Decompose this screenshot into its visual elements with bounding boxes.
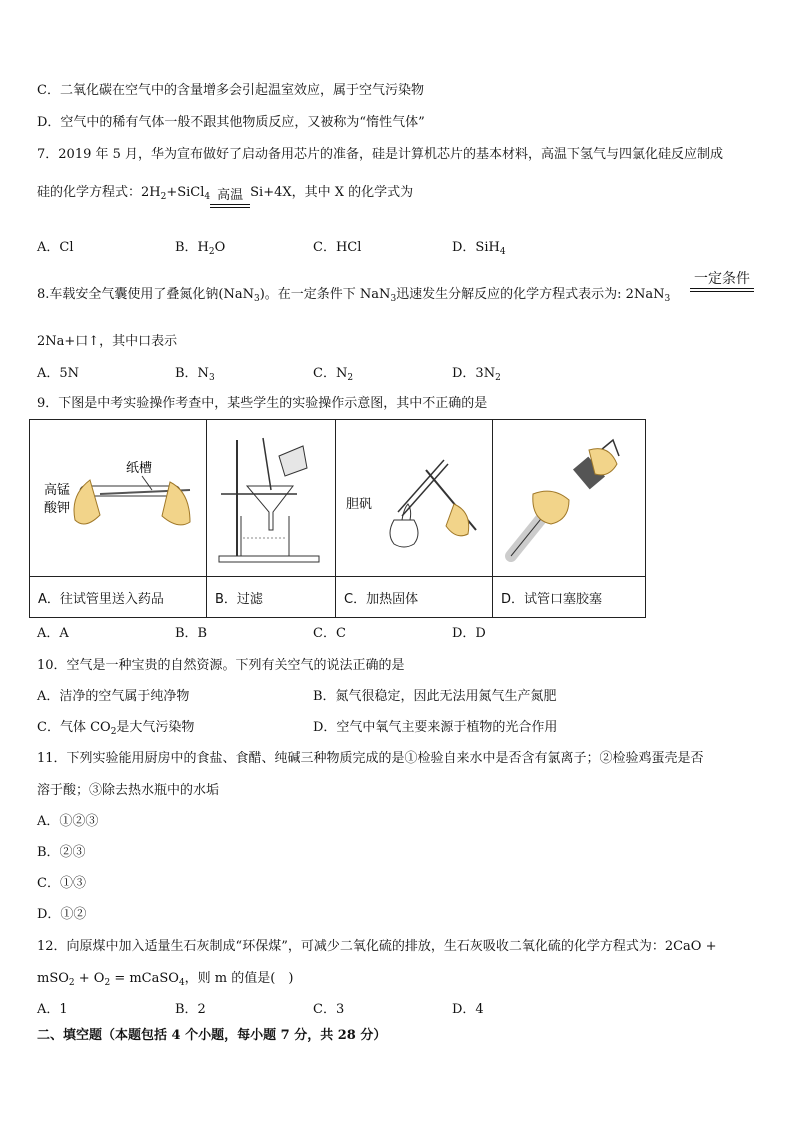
q9-option-d: D．D <box>452 626 486 641</box>
q9-stem: 9．下图是中考实验操作考查中，某些学生的实验操作示意图，其中不正确的是 <box>37 396 488 411</box>
q11-option-c: C．①③ <box>37 876 86 891</box>
q8-stem-line2: 2Na+口↑，其中口表示 <box>37 334 178 349</box>
q11-option-b: B．②③ <box>37 845 86 860</box>
figure-b-cell <box>207 420 336 577</box>
q11-option-d: D．①② <box>37 907 87 922</box>
q6-option-d: D．空气中的稀有气体一般不跟其他物质反应，又被称为“惰性气体” <box>37 115 425 130</box>
glass-rod <box>263 438 271 490</box>
q11-stem-line2: 溶于酸；③除去热水瓶中的水垢 <box>37 783 220 798</box>
q11-option-a: A．①②③ <box>37 814 99 829</box>
caption-d: D．试管口塞胶塞 <box>493 577 646 618</box>
figure-c-cell <box>336 420 493 577</box>
q8-option-b: B．$N_3$ <box>175 366 215 383</box>
caption-b: B．过滤 <box>207 577 336 618</box>
q9-option-c: C．C <box>313 626 346 641</box>
q9-option-b: B．B <box>175 626 208 641</box>
alcohol-lamp <box>390 520 418 547</box>
q12-option-c: C．3 <box>313 1002 345 1017</box>
stand-base <box>219 556 319 562</box>
q8-option-a: A．5N <box>37 366 80 381</box>
q12-option-a: A．1 <box>37 1002 68 1017</box>
q9-option-a: A．A <box>37 626 69 641</box>
label-suanjia: 酸钾 <box>44 501 71 516</box>
label-danfan: 胆矾 <box>346 497 373 512</box>
q9-figure-table <box>29 419 646 618</box>
caption-a: A．往试管里送入药品 <box>30 577 207 618</box>
q8-option-d: D．$3N_2$ <box>452 366 501 383</box>
hand-c <box>446 504 469 536</box>
figure-c-illustration <box>336 420 492 572</box>
q10-option-a: A．洁净的空气属于纯净物 <box>37 689 190 704</box>
section-heading-fill-in: 二、填空题（本题包括 4 个小题，每小题 7 分，共 28 分） <box>37 1028 387 1043</box>
q7-option-b: B．$H_2O$ <box>175 240 226 257</box>
q7-stem-line2: 硅的化学方程式：$2H_2+SiCl_4$ 高温 Si+4X，其中 X 的化学式为 <box>37 178 413 208</box>
q12-option-b: B．2 <box>175 1002 206 1017</box>
figure-b-illustration <box>207 420 335 572</box>
q7-reaction-condition: 高温 <box>210 188 250 208</box>
q7-stem-line1: 7．2019 年 5 月，华为宣布做好了启动备用芯片的准备，硅是计算机芯片的基本材料，高温下氢气与四氯化硅反应制成 <box>37 147 724 162</box>
figure-a-cell <box>30 420 207 577</box>
figure-d-illustration <box>493 420 645 572</box>
q11-stem-line1: 11．下列实验能用厨房中的食盐、食醋、纯碱三种物质完成的是①检验自来水中是否含有氯离子；②检验鸡蛋壳是否 <box>37 751 704 766</box>
q10-stem: 10．空气是一种宝贵的自然资源。下列有关空气的说法正确的是 <box>37 658 405 673</box>
pouring-beaker <box>279 446 307 476</box>
beaker <box>241 516 289 556</box>
q12-option-d: D．4 <box>452 1002 484 1017</box>
right-hand <box>162 482 190 525</box>
q6-option-c: C．二氧化碳在空气中的含量增多会引起温室效应，属于空气污染物 <box>37 83 424 98</box>
q10-option-b: B．氮气很稳定，因此无法用氮气生产氮肥 <box>313 689 557 704</box>
caption-c: C．加热固体 <box>336 577 493 618</box>
q7-option-a: A．Cl <box>37 240 74 255</box>
label-gaomeng: 高锰 <box>44 483 71 498</box>
q8-stem-line1: 8.车载安全气囊使用了叠氮化钠(NaN$_3$)。在一定条件下 NaN$_3$迅速发生分解反应的化学方程式表示为: 2NaN$_3$ <box>37 287 671 304</box>
figure-a-illustration <box>30 420 206 572</box>
left-hand <box>74 480 100 524</box>
heated-test-tube <box>398 460 444 512</box>
q7-option-d: D．SiH$_4$ <box>452 240 506 257</box>
q10-option-c: C．气体 $CO_2$是大气污染物 <box>37 720 195 737</box>
q8-option-c: C．$N_2$ <box>313 366 354 383</box>
q7-eq-mid: +SiCl <box>166 185 205 200</box>
label-zhicao: 纸槽 <box>126 461 153 476</box>
q12-stem-line2: $mSO_2 + O_2$ = mCaSO$_4$，则 m 的值是( ) <box>37 971 294 988</box>
q10-option-d: D．空气中氧气主要来源于植物的光合作用 <box>313 720 558 735</box>
q7-eq-suffix: Si+4X，其中 X 的化学式为 <box>250 185 414 200</box>
figure-d-cell <box>493 420 646 577</box>
q7-option-c: C．HCl <box>313 240 362 255</box>
funnel <box>247 486 293 530</box>
q8-reaction-condition: 一定条件 <box>690 270 754 292</box>
q12-stem-line1: 12．向原煤中加入适量生石灰制成“环保煤”，可减少二氧化硫的排放，生石灰吸收二氧化硫的化学方程式为：2CaO + <box>37 939 717 954</box>
q7-eq-prefix: 硅的化学方程式：2H <box>37 185 161 200</box>
